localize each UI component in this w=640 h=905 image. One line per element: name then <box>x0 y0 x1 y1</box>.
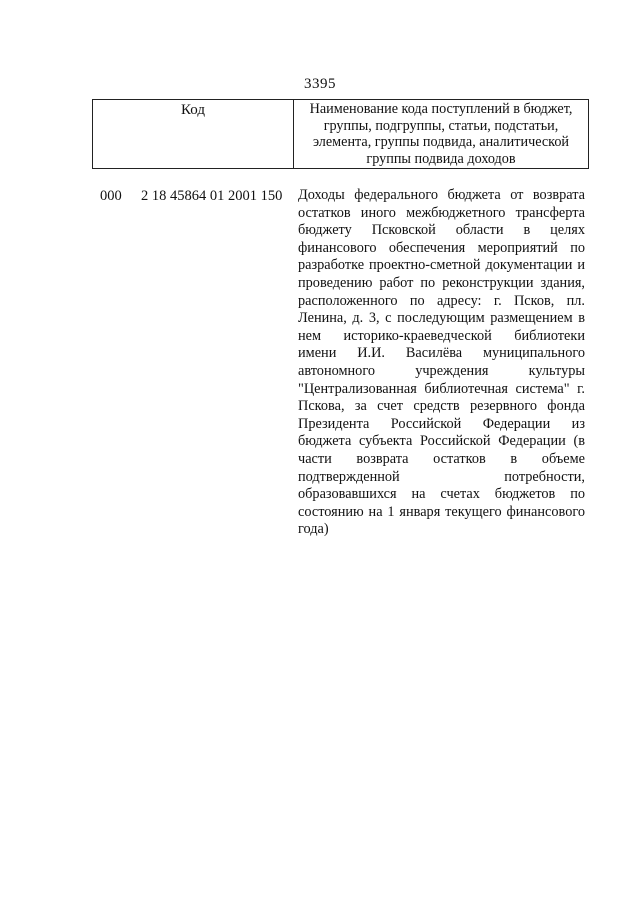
page-number: 3395 <box>304 76 336 92</box>
header-code-label: Код <box>181 102 205 118</box>
budget-code: 2 18 45864 01 2001 150 <box>141 188 283 204</box>
header-name-label: Наименование кода поступлений в бюджет, группы, подгруппы, статьи, подстатьи, элемента, группы подвида, аналитической группы подвида доходов <box>309 101 573 167</box>
row-description: Доходы федерального бюджета от возврата остатков иного межбюджетного трансферта бюджету Псковской области в целях финансового обеспечения мероприятий по разработке проектно-сметной документации и проведению работ по реконструкции здания, расположенного по адресу: г. Псков, пл. Ленина, д. 3, с последующим размещением в нем историко-краеведческой библиотеки имени И.И. Василёва муниципального автономного учреждения культуры "Централизованная библиотечная система" г. Пскова, за счет средств резервного фонда Президента Российской Федерации из бюджета субъекта Российской Федерации (в части возврата остатков в объеме подтвержденной потребности, образовавшихся на счетах бюджетов по состоянию на 1 января текущего финансового года) <box>298 187 585 538</box>
table-header <box>92 99 589 169</box>
admin-code: 000 <box>100 188 122 204</box>
